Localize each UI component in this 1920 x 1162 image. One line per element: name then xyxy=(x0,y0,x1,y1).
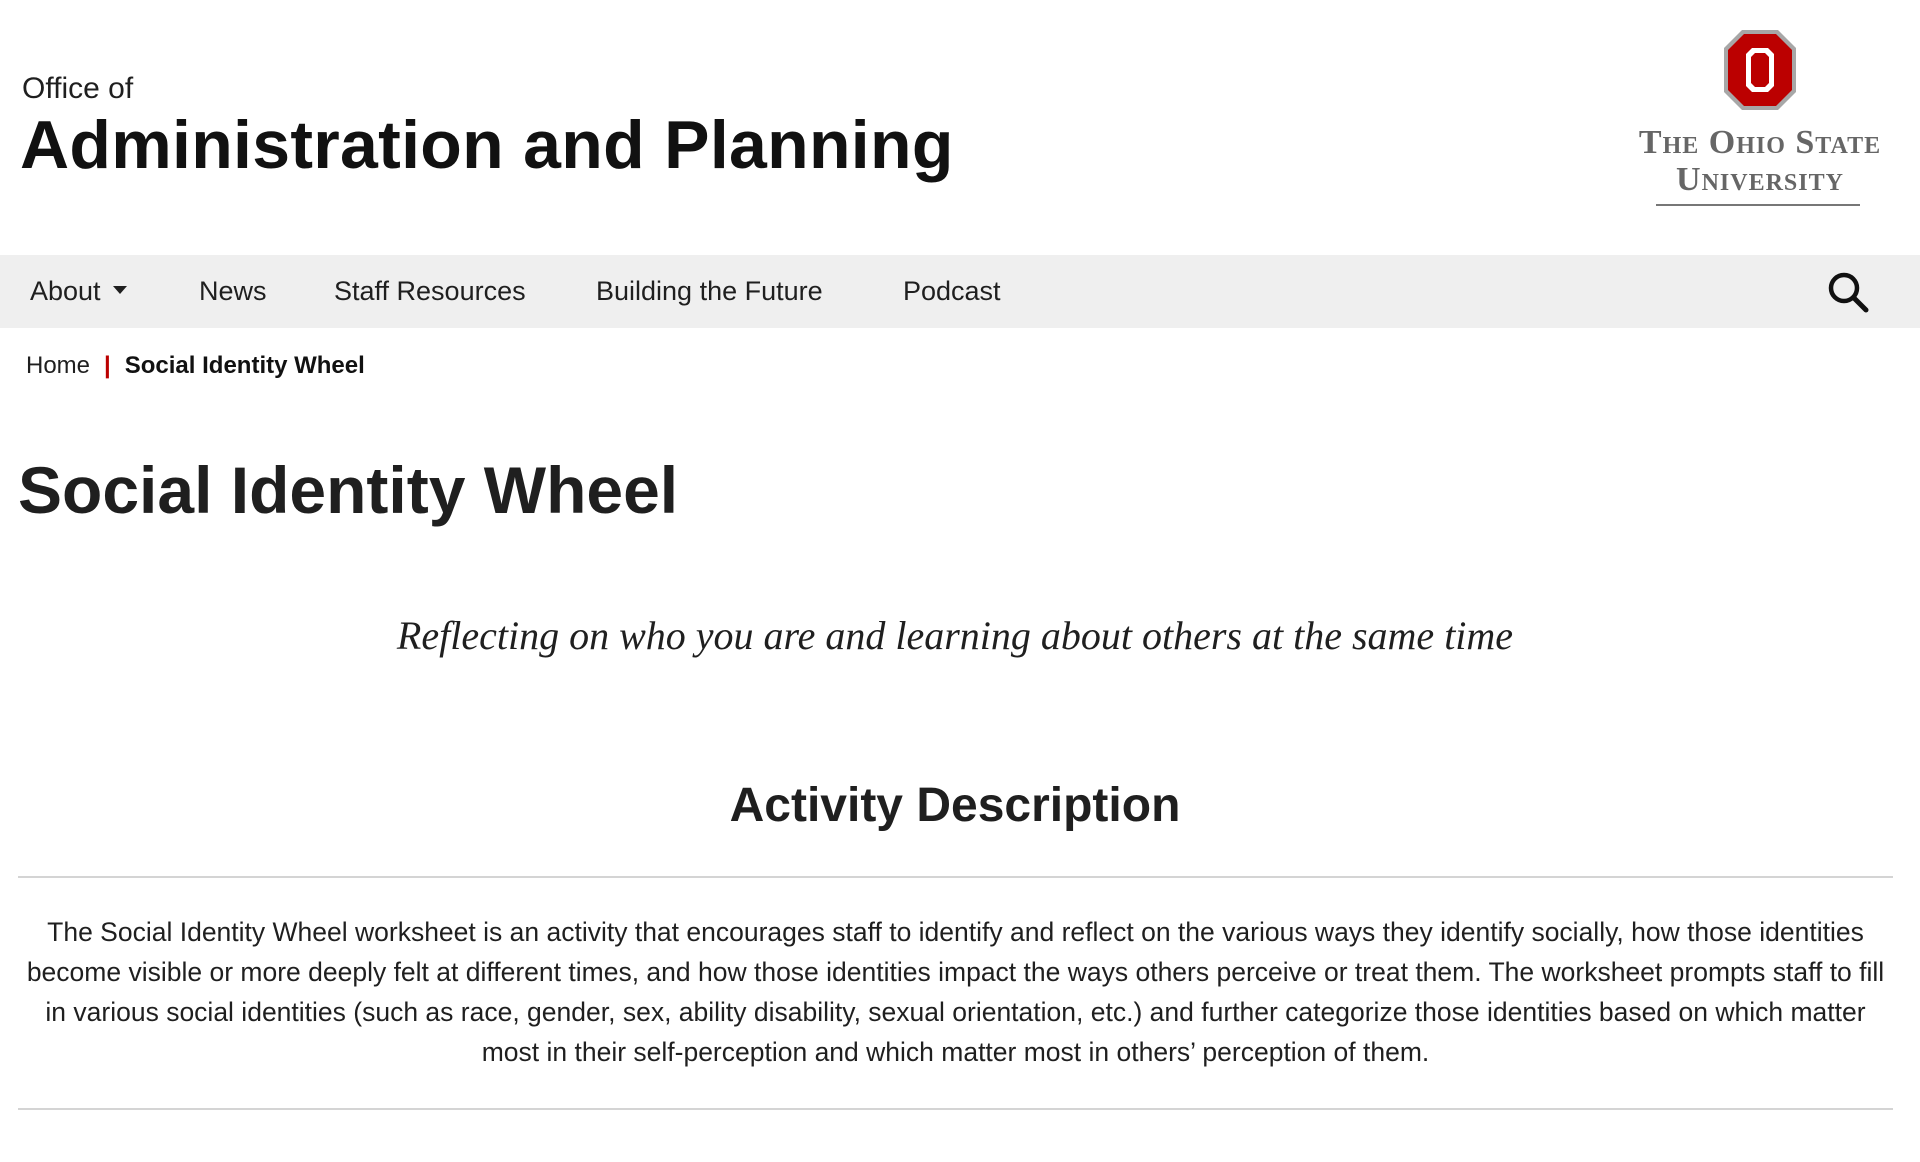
page-title: Social Identity Wheel xyxy=(18,453,679,527)
main-nav xyxy=(0,255,1920,328)
divider-top xyxy=(18,876,1893,878)
nav-item-news[interactable]: News xyxy=(199,276,267,306)
university-name-line1: The Ohio State xyxy=(1638,124,1882,161)
dropdown-caret-icon xyxy=(113,286,127,294)
block-o-icon xyxy=(1722,28,1798,112)
search-icon xyxy=(1826,270,1870,314)
breadcrumb-current: Social Identity Wheel xyxy=(124,352,365,379)
nav-item-podcast[interactable]: Podcast xyxy=(903,276,1001,306)
site-header xyxy=(0,0,1920,255)
office-prefix: Office of xyxy=(22,72,134,105)
osu-logo[interactable] xyxy=(1620,28,1900,213)
nav-label-about: About xyxy=(30,276,101,306)
nav-item-building-the-future[interactable]: Building the Future xyxy=(596,276,823,306)
breadcrumb-separator: | xyxy=(104,352,111,379)
university-name-line2: University xyxy=(1676,161,1844,198)
office-name[interactable]: Administration and Planning xyxy=(20,107,954,183)
search-button[interactable] xyxy=(1826,270,1870,314)
section-heading-activity-description: Activity Description xyxy=(729,779,1181,832)
breadcrumb-home-link[interactable]: Home xyxy=(26,352,91,379)
page-tagline: Reflecting on who you are and learning about others at the same time xyxy=(396,613,1514,658)
divider-bottom xyxy=(18,1108,1893,1110)
breadcrumb xyxy=(26,352,365,380)
nav-item-staff-resources[interactable]: Staff Resources xyxy=(334,276,526,306)
logo-underline xyxy=(1656,204,1860,206)
activity-description-text: The Social Identity Wheel worksheet is an activity that encourages staff to identify and reflect on the various ways they identify socially, how those identities become visible or more deeply felt at different times, and how those identities impact the ways others perceive or treat them. The worksheet prompts staff to fill in various social identities (such as race, gender, sex, ability disability, sexual orientation, etc.) and further categorize those identities based on which matter most in their self-perception and which matter most in others’ perception of them. xyxy=(26,917,1885,1067)
nav-item-about[interactable] xyxy=(30,255,127,328)
